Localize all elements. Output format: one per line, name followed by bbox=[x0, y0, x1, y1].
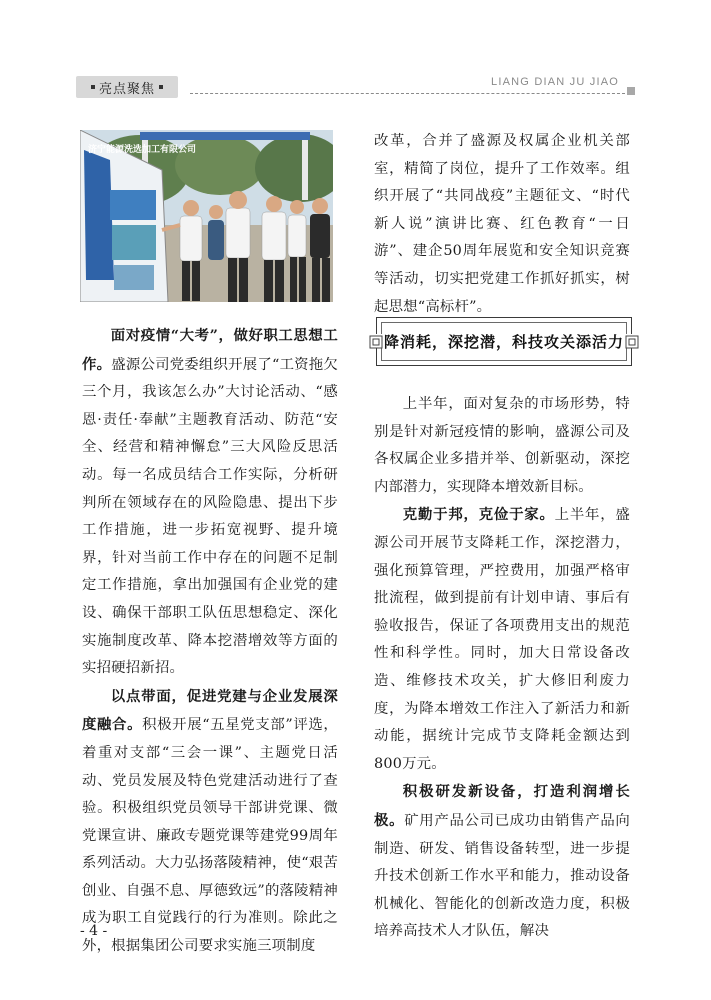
paragraph bbox=[374, 501, 630, 778]
paragraph-body: 盛源公司党委组织开展了“工资拖欠三个月，我该怎么办”大讨论活动、“感恩·责任·奉献”主题教育活动、防范“安全、经营和精神懈怠”三大风险反思活动。每一名成员结合工作实际，分析研判所在领域存在的风险隐患、提出下步工作措施，进一步拓宽视野、提升境界，针对当前工作中存在的问题不足制定工作措施，拿出加强国有企业党的建设、确保干部职工队伍思想稳定、深化实施制度改革、降本挖潜增效等方面的实招硬招新招。 bbox=[82, 356, 338, 677]
bullet-icon bbox=[91, 85, 95, 89]
board-text: 济宁能源洗选加工有限公司 bbox=[88, 145, 197, 155]
bullet-icon bbox=[159, 85, 163, 89]
section-header-label bbox=[76, 76, 178, 98]
header-square-icon bbox=[627, 87, 635, 95]
section-title: 降消耗，深挖潜，科技攻关添活力 bbox=[383, 333, 624, 351]
paragraph: 上半年，面对复杂的市场形势，特别是针对新冠疫情的影响，盛源公司及各权属企业多措并举、创新驱动，深挖内部潜力，实现降本增效新目标。 bbox=[374, 396, 630, 495]
right-column-top bbox=[374, 128, 630, 321]
paragraph-lead: 以点带面，促进党建与企业发展深度融合。 bbox=[82, 687, 338, 734]
paragraph bbox=[82, 683, 338, 961]
right-column-bottom bbox=[374, 391, 630, 946]
header-divider bbox=[190, 93, 625, 94]
paragraph bbox=[82, 322, 338, 683]
paragraph-lead: 克勤于邦，克俭于家。 bbox=[402, 506, 555, 524]
paragraph-body: 上半年，盛源公司开展节支降耗工作，深挖潜力，强化预算管理，严控费用，加强严格审批流程，做到提前有计划申请、事后有验收报告，保证了各项费用支出的规范性和科学性。同时，加大日常设备改造、维修技术攻关，扩大修旧利废力度，为降本增效工作注入了新活力和新动能，据统计完成节支降耗金额达到800万元。 bbox=[374, 507, 630, 772]
paragraph-body: 矿用产品公司已成功由销售产品向制造、研发、销售设备转型，进一步提升技术创新工作水平和能力，推动设备机械化、智能化的创新改造力度，积极培养高技术人才队伍，解决 bbox=[374, 812, 630, 940]
paragraph-lead: 积极研发新设备，打造利润增长极。 bbox=[374, 783, 630, 829]
page-number: - 4 - bbox=[80, 923, 108, 939]
paragraph-lead: 面对疫情“大考”，做好职工思想工作。 bbox=[82, 327, 338, 373]
section-header-text: 亮点聚焦 bbox=[98, 81, 155, 97]
paragraph bbox=[374, 778, 630, 946]
left-column bbox=[82, 322, 338, 961]
section-title-box bbox=[376, 317, 632, 366]
meeting-photo bbox=[80, 130, 333, 302]
paragraph-body: 积极开展“五星党支部”评选，着重对支部“三会一课”、主题党日活动、党员发展及特色党建活动进行了查验。积极组织党员领导干部讲党课、微党课宣讲、廉政专题党课等建党99周年系列活动。大力弘扬落陵精神，使“艰苦创业、自强不息、厚德致远”的落陵精神成为职工自觉践行的行为准则。除此之外，根据集团公司要求实施三项制度 bbox=[82, 717, 338, 955]
header-pinyin: LIANG DIAN JU JIAO bbox=[491, 76, 619, 88]
paragraph-continued: 改革，合并了盛源及权属企业机关部室，精简了岗位，提升了工作效率。组织开展了“共同战疫”主题征文、“时代新人说”演讲比赛、红色教育“一日游”、建企50周年展览和安全知识竞赛等活动，切实把党建工作抓好抓实，树起思想“高标杆”。 bbox=[374, 133, 630, 315]
